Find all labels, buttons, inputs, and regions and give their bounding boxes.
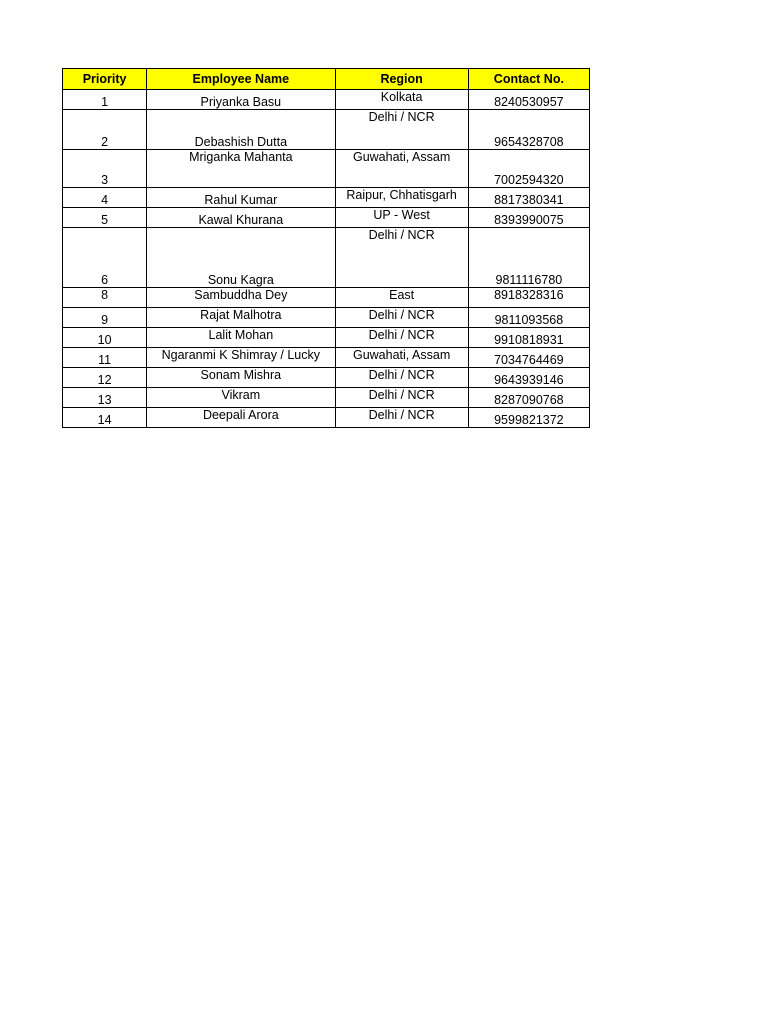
employee-name-cell: Kawal Khurana: [147, 208, 335, 228]
employee-name-cell: Rajat Malhotra: [147, 308, 335, 328]
priority-cell: 13: [63, 388, 147, 408]
priority-cell: 11: [63, 348, 147, 368]
employee-name-cell: Mriganka Mahanta: [147, 150, 335, 188]
contact-cell: 9643939146: [468, 368, 589, 388]
region-cell: Delhi / NCR: [335, 228, 468, 288]
priority-cell: 10: [63, 328, 147, 348]
header-region: Region: [335, 69, 468, 90]
header-priority: Priority: [63, 69, 147, 90]
contact-cell: 8817380341: [468, 188, 589, 208]
contact-cell: 9811093568: [468, 308, 589, 328]
employee-name-cell: Vikram: [147, 388, 335, 408]
employee-contact-table: [62, 68, 590, 428]
region-cell: UP - West: [335, 208, 468, 228]
contact-cell: 8287090768: [468, 388, 589, 408]
region-cell: Delhi / NCR: [335, 308, 468, 328]
employee-name-cell: Sonu Kagra: [147, 228, 335, 288]
table-row: [63, 308, 590, 328]
priority-cell: 3: [63, 150, 147, 188]
table-row: [63, 368, 590, 388]
employee-name-cell: Sambuddha Dey: [147, 288, 335, 308]
priority-cell: 9: [63, 308, 147, 328]
table-row: [63, 90, 590, 110]
table-row: [63, 110, 590, 150]
header-employee-name: Employee Name: [147, 69, 335, 90]
priority-cell: 12: [63, 368, 147, 388]
region-cell: Delhi / NCR: [335, 408, 468, 428]
contact-cell: 9910818931: [468, 328, 589, 348]
employee-name-cell: Deepali Arora: [147, 408, 335, 428]
employee-name-cell: Ngaranmi K Shimray / Lucky: [147, 348, 335, 368]
region-cell: Delhi / NCR: [335, 110, 468, 150]
priority-cell: 1: [63, 90, 147, 110]
contact-cell: 7002594320: [468, 150, 589, 188]
table-row: [63, 150, 590, 188]
employee-name-cell: Priyanka Basu: [147, 90, 335, 110]
table-row: [63, 388, 590, 408]
priority-cell: 4: [63, 188, 147, 208]
table-row: [63, 188, 590, 208]
priority-cell: 2: [63, 110, 147, 150]
employee-name-cell: Debashish Dutta: [147, 110, 335, 150]
table-row: [63, 228, 590, 288]
contact-cell: 8393990075: [468, 208, 589, 228]
header-row: [63, 69, 590, 90]
region-cell: Delhi / NCR: [335, 328, 468, 348]
contact-cell: 7034764469: [468, 348, 589, 368]
contact-cell: 8240530957: [468, 90, 589, 110]
contact-cell: 9654328708: [468, 110, 589, 150]
contact-cell: 9599821372: [468, 408, 589, 428]
table-row: [63, 328, 590, 348]
region-cell: Kolkata: [335, 90, 468, 110]
region-cell: Guwahati, Assam: [335, 348, 468, 368]
priority-cell: 14: [63, 408, 147, 428]
region-cell: Raipur, Chhatisgarh: [335, 188, 468, 208]
header-contact-no: Contact No.: [468, 69, 589, 90]
region-cell: Guwahati, Assam: [335, 150, 468, 188]
employee-name-cell: Lalit Mohan: [147, 328, 335, 348]
priority-cell: 8: [63, 288, 147, 308]
table-row: [63, 208, 590, 228]
region-cell: Delhi / NCR: [335, 388, 468, 408]
contact-cell: 8918328316: [468, 288, 589, 308]
contact-cell: 9811116780: [468, 228, 589, 288]
table-row: [63, 408, 590, 428]
employee-name-cell: Rahul Kumar: [147, 188, 335, 208]
table-row: [63, 288, 590, 308]
table-row: [63, 348, 590, 368]
region-cell: Delhi / NCR: [335, 368, 468, 388]
region-cell: East: [335, 288, 468, 308]
priority-cell: 6: [63, 228, 147, 288]
priority-cell: 5: [63, 208, 147, 228]
employee-name-cell: Sonam Mishra: [147, 368, 335, 388]
